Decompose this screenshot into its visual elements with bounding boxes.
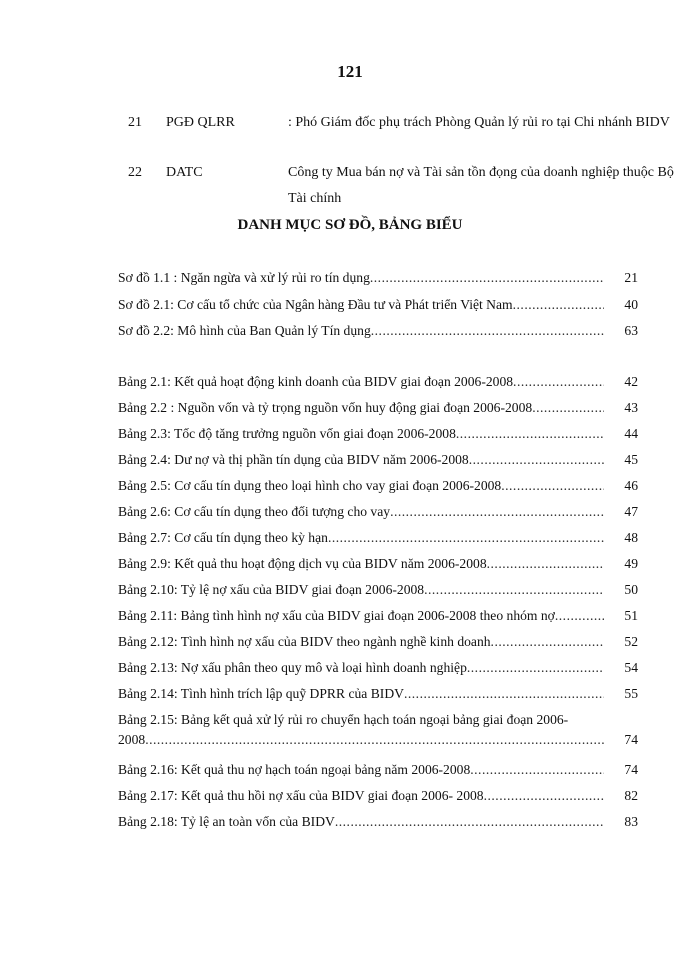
leader-dots	[513, 372, 604, 392]
abbreviation-row	[0, 110, 700, 162]
leader-dots	[404, 684, 604, 704]
table-entry[interactable]	[118, 812, 638, 832]
entry-label: Bảng 2.4: Dư nợ và thị phần tín dụng của BIDV năm 2006-2008	[118, 452, 469, 467]
table-entry[interactable]	[118, 554, 638, 574]
entry-page: 74	[624, 762, 638, 777]
entry-label: Bảng 2.13: Nợ xấu phân theo quy mô và loại hình doanh nghiệp	[118, 660, 467, 675]
entry-page: 49	[624, 556, 638, 571]
section-title: DANH MỤC SƠ ĐỒ, BẢNG BIỂU	[237, 217, 463, 233]
entry-label: Bảng 2.14: Tình hình trích lập quỹ DPRR của BIDV	[118, 686, 404, 701]
leader-dots	[470, 760, 604, 780]
leader-dots	[145, 730, 604, 750]
entry-page: 40	[624, 297, 638, 312]
leader-dots	[370, 268, 604, 288]
leader-dots	[491, 632, 604, 652]
abbreviation-row	[0, 160, 700, 212]
entry-label: Bảng 2.10: Tỷ lệ nợ xấu của BIDV giai đoạn 2006-2008	[118, 582, 425, 597]
leader-dots	[371, 321, 604, 341]
entry-page: 74	[624, 732, 638, 747]
abbreviation-code: PGĐ QLRR	[166, 115, 235, 130]
abbreviation-number: 21	[128, 115, 142, 130]
leader-dots	[390, 502, 604, 522]
leader-dots	[467, 658, 604, 678]
entry-page: 42	[624, 374, 638, 389]
diagram-entry[interactable]	[118, 268, 638, 288]
entry-page: 63	[624, 323, 638, 338]
entry-label: Sơ đồ 2.1: Cơ cấu tổ chức của Ngân hàng Đầu tư và Phát triển Việt Nam	[118, 297, 513, 312]
entry-page: 51	[624, 608, 638, 623]
leader-dots	[456, 424, 604, 444]
entry-label: Sơ đồ 1.1 : Ngăn ngừa và xử lý rủi ro tín dụng	[118, 270, 370, 285]
abbreviation-code: DATC	[166, 165, 203, 180]
abbreviation-description: : Phó Giám đốc phụ trách Phòng Quản lý rủi ro tại Chi nhánh BIDV	[288, 115, 670, 130]
table-entry[interactable]	[118, 786, 638, 806]
leader-dots	[532, 398, 604, 418]
leader-dots	[501, 476, 604, 496]
entry-page: 54	[624, 660, 638, 675]
leader-dots	[328, 528, 604, 548]
table-entry[interactable]	[118, 502, 638, 522]
table-entry[interactable]	[118, 760, 638, 780]
entry-label: Bảng 2.6: Cơ cấu tín dụng theo đối tượng cho vay	[118, 504, 391, 519]
entry-page: 50	[624, 582, 638, 597]
entry-page: 83	[624, 814, 638, 829]
entry-label: Sơ đồ 2.2: Mô hình của Ban Quản lý Tín dụng	[118, 323, 371, 338]
entry-label: Bảng 2.2 : Nguồn vốn và tỷ trọng nguồn vốn huy động giai đoạn 2006-2008	[118, 400, 533, 415]
table-entry[interactable]	[118, 632, 638, 652]
table-entry[interactable]	[118, 450, 638, 470]
entry-continuation	[118, 730, 638, 750]
entry-page: 82	[624, 788, 638, 803]
leader-dots	[335, 812, 604, 832]
table-entry[interactable]	[118, 528, 638, 548]
entry-label: Bảng 2.15: Bảng kết quả xử lý rủi ro chuyển hạch toán ngoại bảng giai đoạn 2006-	[118, 712, 569, 727]
table-entry[interactable]	[118, 398, 638, 418]
leader-dots	[487, 554, 604, 574]
leader-dots	[484, 786, 604, 806]
entry-label: Bảng 2.18: Tỷ lệ an toàn vốn của BIDV	[118, 814, 335, 829]
diagram-entry[interactable]	[118, 321, 638, 341]
entry-label: Bảng 2.3: Tốc độ tăng trưởng nguồn vốn giai đoạn 2006-2008	[118, 426, 456, 441]
leader-dots	[469, 450, 604, 470]
entry-page: 46	[624, 478, 638, 493]
entry-page: 45	[624, 452, 638, 467]
leader-dots	[424, 580, 604, 600]
entry-label: Bảng 2.17: Kết quả thu hồi nợ xấu của BIDV giai đoạn 2006- 2008	[118, 788, 484, 803]
table-entry[interactable]	[118, 372, 638, 392]
entry-page: 52	[624, 634, 638, 649]
table-entry[interactable]	[118, 606, 638, 626]
entry-label: Bảng 2.11: Bảng tình hình nợ xấu của BIDV giai đoạn 2006-2008 theo nhóm nợ	[118, 608, 555, 623]
entry-label: Bảng 2.16: Kết quả thu nợ hạch toán ngoại bảng năm 2006-2008	[118, 762, 471, 777]
leader-dots	[513, 295, 604, 315]
entry-label-continued: 2008	[118, 732, 146, 747]
leader-dots	[555, 606, 604, 626]
entry-page: 44	[624, 426, 638, 441]
table-entry[interactable]	[118, 658, 638, 678]
entry-label: Bảng 2.9: Kết quả thu hoạt động dịch vụ của BIDV năm 2006-2008	[118, 556, 487, 571]
table-entry[interactable]	[118, 476, 638, 496]
entry-label: Bảng 2.5: Cơ cấu tín dụng theo loại hình cho vay giai đoạn 2006-2008	[118, 478, 502, 493]
abbreviation-number: 22	[128, 165, 142, 180]
table-entry[interactable]	[118, 684, 638, 704]
entry-page: 43	[624, 400, 638, 415]
diagram-entry[interactable]	[118, 295, 638, 315]
entry-page: 47	[624, 504, 638, 519]
entry-label: Bảng 2.12: Tình hình nợ xấu của BIDV theo ngành nghề kinh doanh	[118, 634, 491, 649]
entry-label: Bảng 2.1: Kết quả hoạt động kinh doanh của BIDV giai đoạn 2006-2008	[118, 374, 514, 389]
entry-page: 21	[624, 270, 638, 285]
entry-page: 48	[624, 530, 638, 545]
entry-page: 55	[624, 686, 638, 701]
table-entry[interactable]	[118, 424, 638, 444]
table-entry[interactable]	[118, 580, 638, 600]
abbreviation-description: Công ty Mua bán nợ và Tài sản tồn đọng của doanh nghiệp thuộc Bộ Tài chính	[288, 165, 674, 206]
entry-label: Bảng 2.7: Cơ cấu tín dụng theo kỳ hạn	[118, 530, 328, 545]
page-number: 121	[337, 62, 363, 81]
table-entry[interactable]	[118, 710, 638, 750]
